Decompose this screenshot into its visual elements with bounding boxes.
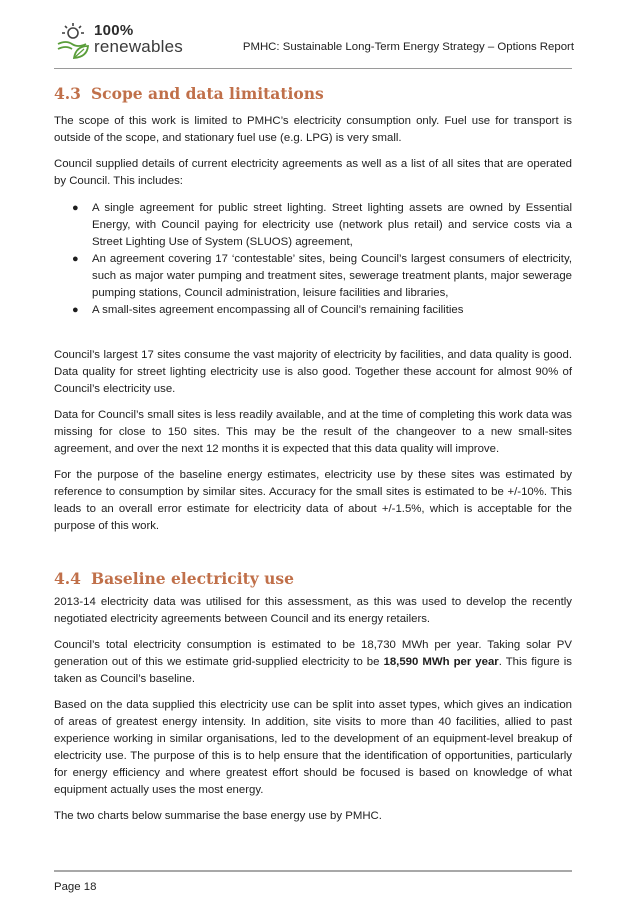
section-title: Scope and data limitations (90, 84, 324, 103)
list-item (54, 302, 572, 319)
logo-text-percent: 100% (94, 22, 134, 39)
footer-rule (54, 870, 572, 872)
agreements-list (54, 200, 572, 319)
bullet-icon: ● (72, 202, 79, 214)
paragraph: Based on the data supplied this electricity use can be split into asset types, which gives an indication of areas of greatest energy intensity. In addition, site visits to more than 40 facilities, allied to past experience working in similar organisations, led to the development of an equipment-level breakup of electricity use. The purpose of this is to help ensure that the identification of opportunities, particularly for energy efficiency and where greatest effort should be focused is based on knowledge of what equipment actually uses the most energy. (54, 699, 572, 796)
list-item-text: A single agreement for public street lighting. Street lighting assets are owned by Essential Energy, with Council paying for electricity use (network plus retail) and service costs via a Street Lighting Use of System (SLUOS) agreement, (92, 202, 572, 248)
paragraph-baseline (54, 637, 572, 688)
text-run: Council’s total electricity consumption is estimated to be 18,730 MWh per year. Taking solar PV generation out of this we estimate grid-supplied electricity to be (54, 639, 572, 668)
section-title: Baseline electricity use (90, 569, 295, 588)
bullet-icon: ● (72, 304, 79, 316)
main-content (54, 78, 572, 825)
list-item (54, 200, 572, 251)
section-number: 4.4 (54, 569, 81, 588)
paragraph: The two charts below summarise the base energy use by PMHC. (54, 810, 382, 822)
text-run: . This figure is taken as Council’s baseline. (54, 656, 572, 685)
paragraph: For the purpose of the baseline energy estimates, electricity use by these sites was estimated by reference to consumption by similar sites. Accuracy for the small sites is estimated to be +/-10%. This leads to an overall error estimate for electricity data of about +/-1.5%, which is acceptable for the purpose of this work. (54, 469, 572, 532)
section-heading-4-3 (54, 84, 572, 104)
paragraph: Council’s largest 17 sites consume the vast majority of electricity by facilities, and data quality is good. Data quality for street lighting electricity use is also good. Together these account for almost 90% of Council’s electricity use. (54, 349, 572, 395)
sun-wind-leaf-logo-icon (56, 22, 92, 62)
report-title: PMHC: Sustainable Long-Term Energy Strategy – Options Report (242, 41, 574, 53)
page-number: Page 18 (54, 881, 97, 893)
logo-text-word: renewables (94, 37, 183, 56)
list-item (54, 251, 572, 302)
page-header (54, 20, 574, 64)
paragraph: Data for Council’s small sites is less readily available, and at the time of completing this work data was missing for close to 150 sites. This may be the result of the changeover to a new small-sites agreement, and over the next 12 months it is expected that this data quality will improve. (54, 409, 572, 455)
list-item-text: A small-sites agreement encompassing all of Council’s remaining facilities (92, 304, 464, 316)
paragraph: 2013-14 electricity data was utilised for this assessment, as this was used to develop the recently negotiated electricity agreements between Council and its energy retailers. (54, 596, 572, 625)
baseline-figure: 18,590 MWh per year (383, 656, 499, 668)
company-logo (54, 20, 224, 64)
bullet-icon: ● (72, 253, 79, 265)
list-item-text: An agreement covering 17 ‘contestable’ sites, being Council’s largest consumers of electricity, such as major water pumping and treatment sites, sewerage treatment plants, major sewerage pumping stations, Council administration, leisure facilities and libraries, (92, 253, 572, 299)
paragraph: The scope of this work is limited to PMHC’s electricity consumption only. Fuel use for transport is outside of the scope, and stationary fuel use (e.g. LPG) is very small. (54, 115, 572, 144)
section-number: 4.3 (54, 84, 81, 103)
header-rule (54, 68, 572, 69)
section-heading-4-4 (54, 569, 572, 589)
paragraph: Council supplied details of current electricity agreements as well as a list of all sites that are operated by Council. This includes: (54, 158, 572, 187)
